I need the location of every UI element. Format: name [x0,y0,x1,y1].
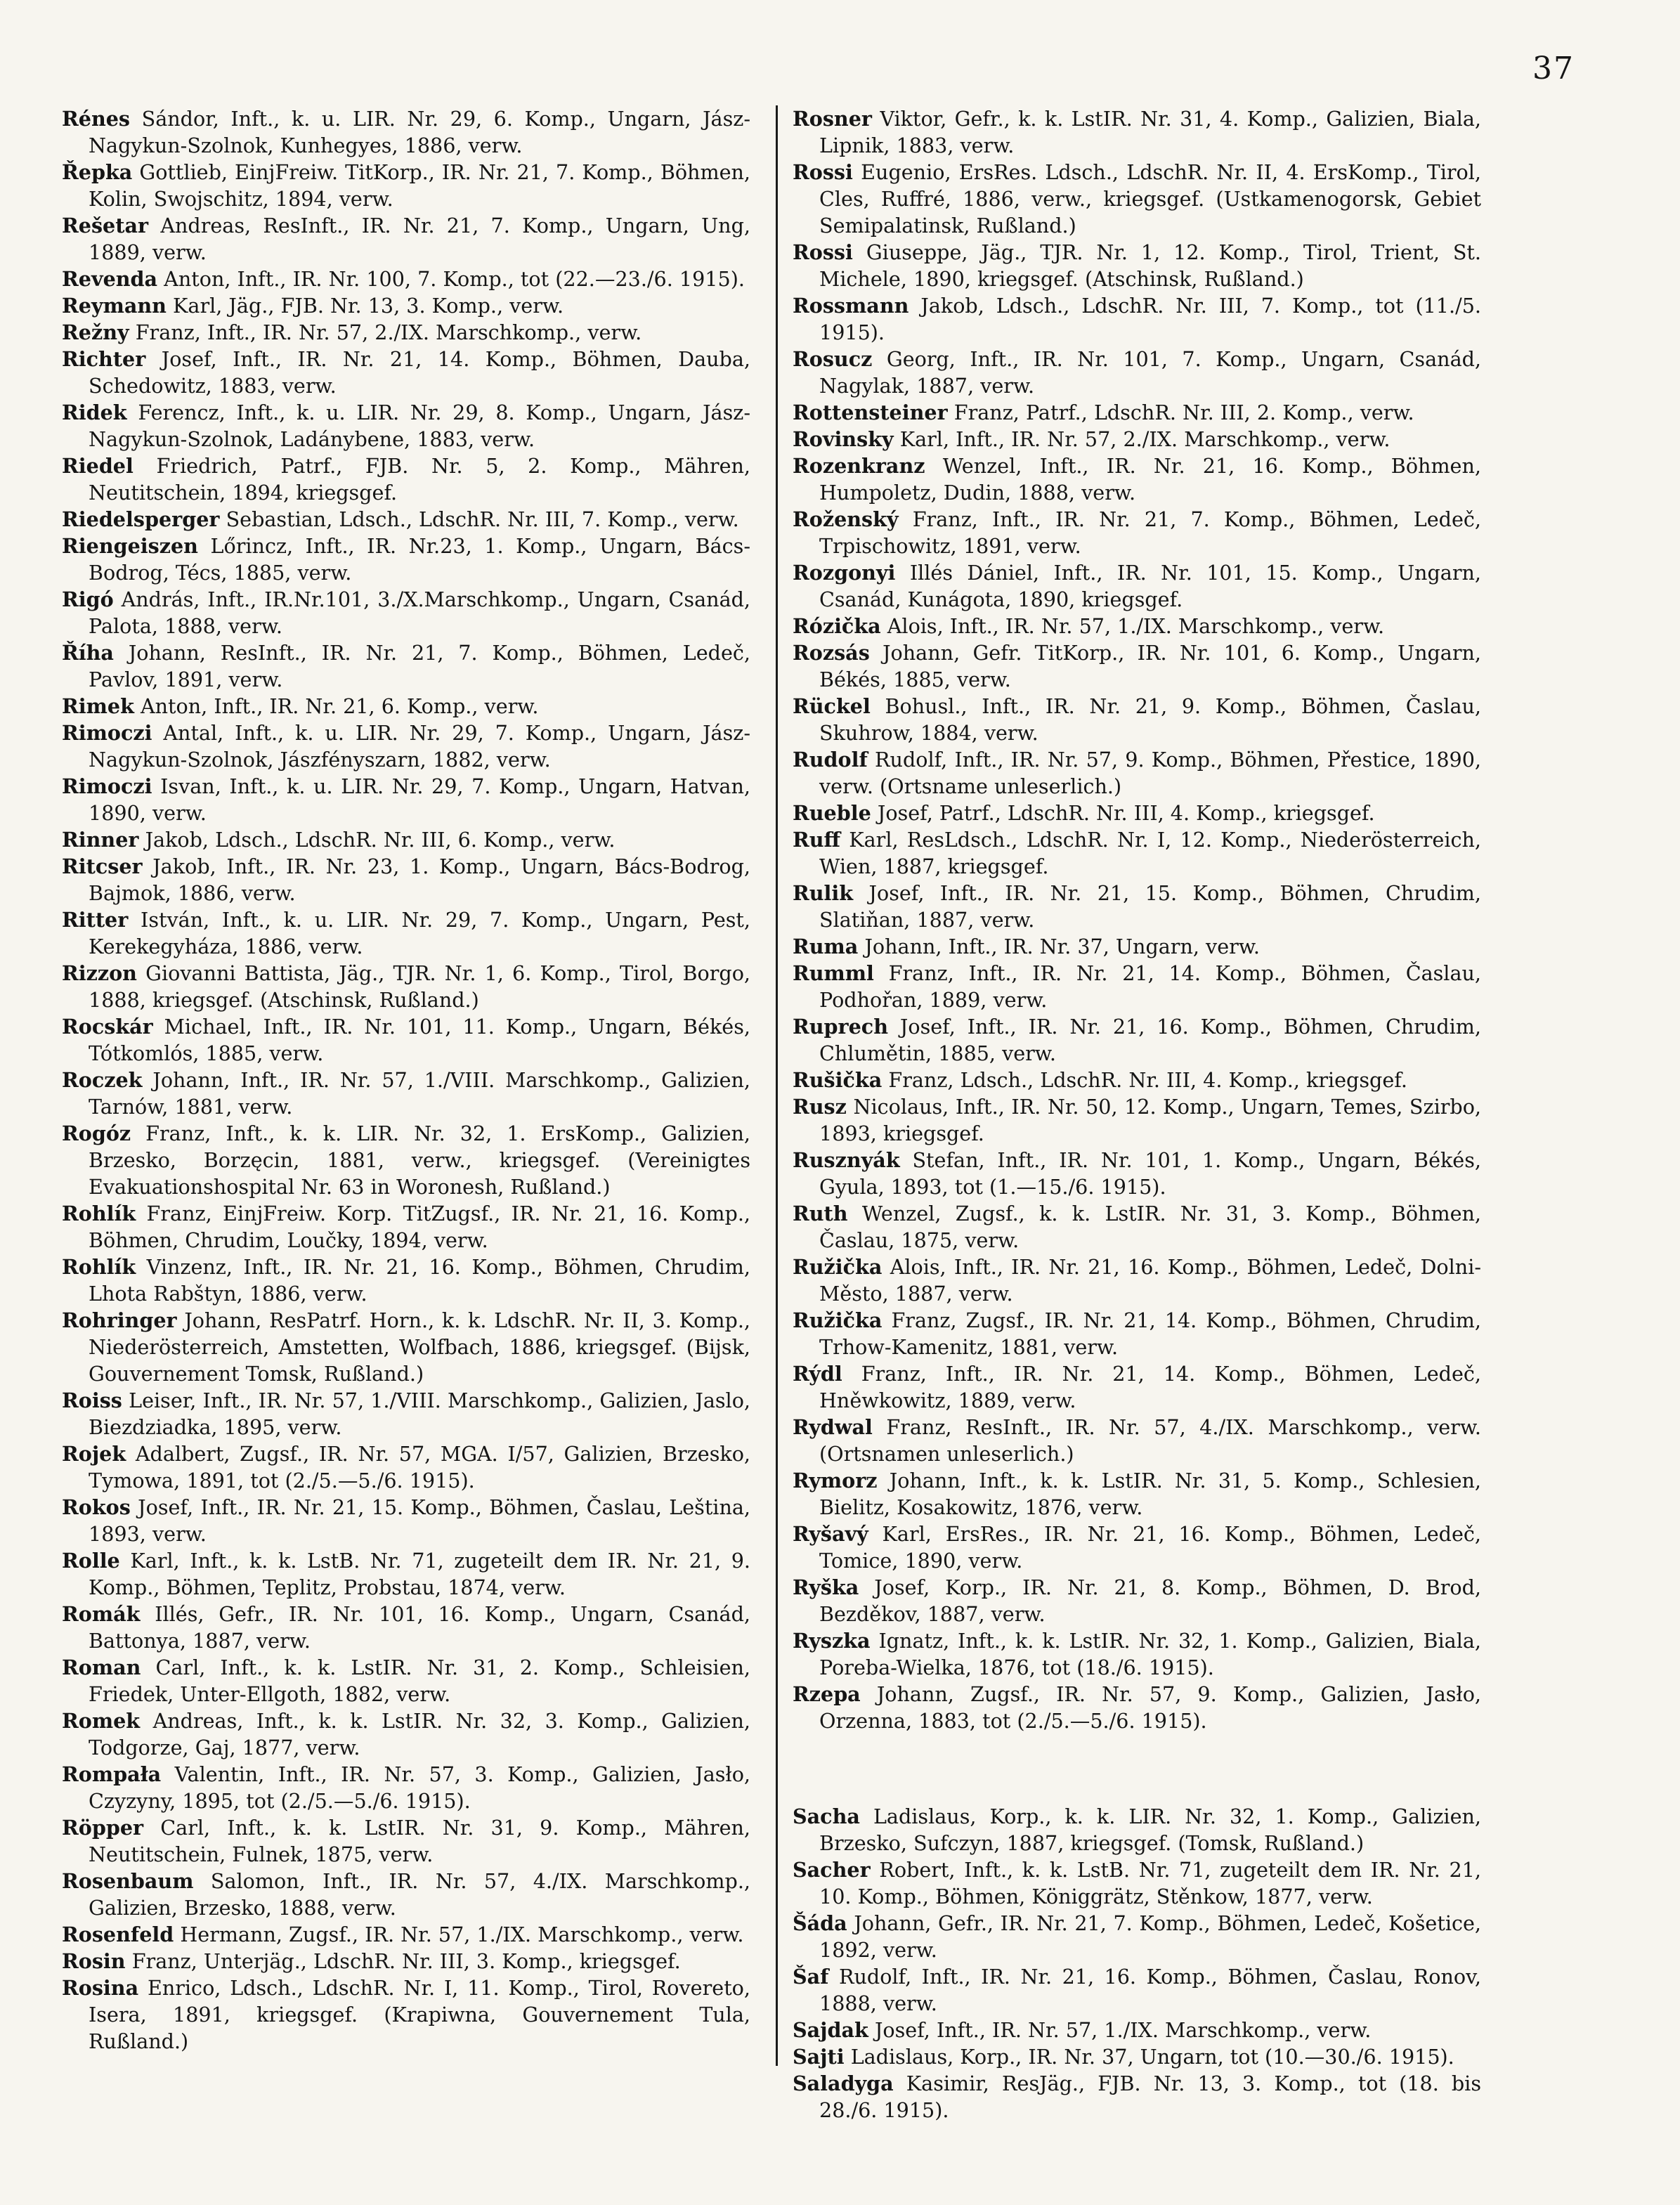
entry-surname: Rossmann [793,294,909,318]
entry-details: Sebastian, Ldsch., LdschR. Nr. III, 7. Komp., verw. [226,507,739,531]
entry-surname: Roczek [62,1068,143,1092]
entry-surname: Revenda [62,267,158,291]
entry-details: Franz, ResInft., IR. Nr. 57, 4./IX. Marschkomp., verw. (Ortsnamen unleserlich.) [819,1415,1481,1466]
list-entry [793,880,1481,933]
entry-surname: Rymorz [793,1469,878,1492]
entry-details: Robert, Inft., k. k. LstB. Nr. 71, zugeteilt dem IR. Nr. 21, 10. Komp., Böhmen, Königgrätz, Stěnkow, 1877, verw. [819,1858,1481,1908]
entry-surname: Rosenbaum [62,1869,194,1893]
entry-details: Illés, Gefr., IR. Nr. 101, 16. Komp., Ungarn, Csanád, Battonya, 1887, verw. [89,1602,751,1653]
list-entry [793,1574,1481,1627]
entry-details: Anton, Inft., IR. Nr. 100, 7. Komp., tot (22.—23./6. 1915). [164,267,745,291]
list-entry [793,1627,1481,1681]
list-entry [62,1120,750,1200]
entry-surname: Reymann [62,294,167,318]
entry-details: Franz, Patrf., LdschR. Nr. III, 2. Komp., verw. [953,401,1414,424]
entry-details: Karl, ErsRes., IR. Nr. 21, 16. Komp., Böhmen, Ledeč, Tomice, 1890, verw. [819,1522,1481,1573]
entry-details: Enrico, Ldsch., LdschR. Nr. I, 11. Komp., Tirol, Rovereto, Isera, 1891, kriegsgef. (Krapiwna, Gouvernement Tula, Rußland.) [89,1976,750,2053]
entry-details: Josef, Korp., IR. Nr. 21, 8. Komp., Böhmen, D. Brod, Bezděkov, 1887, verw. [819,1575,1481,1626]
entry-surname: Riengeiszen [62,534,198,558]
entry-details: Josef, Inft., IR. Nr. 21, 15. Komp., Böhmen, Časlau, Leština, 1893, verw. [89,1495,751,1546]
entry-surname: Rozenkranz [793,454,925,478]
entry-details: Bohusl., Inft., IR. Nr. 21, 9. Komp., Böhmen, Časlau, Skuhrow, 1884, verw. [819,694,1482,745]
entry-surname: Sajdak [793,2018,868,2042]
list-entry [62,720,750,773]
entry-surname: Rimoczi [62,721,152,745]
entry-details: Franz, Zugsf., IR. Nr. 21, 14. Komp., Böhmen, Chrudim, Trhow-Kamenitz, 1881, verw. [819,1308,1481,1359]
entry-details: Franz, Inft., IR. Nr. 21, 7. Komp., Böhmen, Ledeč, Trpischowitz, 1891, verw. [819,507,1481,558]
list-entry [793,800,1481,826]
entry-surname: Rulik [793,881,854,905]
list-entry [793,693,1481,746]
list-entry [793,399,1481,426]
list-entry [62,639,750,693]
list-entry [62,319,750,346]
entry-details: Jakob, Inft., IR. Nr. 23, 1. Komp., Ungarn, Bács-Bodrog, Bajmok, 1886, verw. [89,854,750,905]
entry-surname: Rovinsky [793,427,894,451]
entry-surname: Ritcser [62,854,143,878]
entry-surname: Röpper [62,1816,144,1840]
entry-details: Josef, Inft., IR. Nr. 57, 1./IX. Marschkomp., verw. [874,2018,1372,2042]
entry-details: Karl, ResLdsch., LdschR. Nr. I, 12. Komp., Niederösterreich, Wien, 1887, kriegsgef. [819,828,1481,878]
entry-surname: Roženský [793,507,899,531]
list-entry [793,2017,1481,2043]
entry-surname: Režny [62,320,129,344]
entry-details: Salomon, Inft., IR. Nr. 57, 4./IX. Marschkomp., Galizien, Brzesko, 1888, verw. [89,1869,750,1920]
entry-surname: Rózička [793,614,881,638]
entry-details: Andreas, Inft., k. k. LstIR. Nr. 32, 3. Komp., Galizien, Todgorze, Gaj, 1877, verw. [89,1709,750,1760]
list-entry [62,960,750,1013]
list-entry [793,2043,1481,2070]
entry-details: Alois, Inft., IR. Nr. 57, 1./IX. Marschkomp., verw. [887,614,1385,638]
entry-details: Nicolaus, Inft., IR. Nr. 50, 12. Komp., Ungarn, Temes, Szirbo, 1893, kriegsgef. [819,1095,1481,1145]
entry-details: Ferencz, Inft., k. u. LIR. Nr. 29, 8. Komp., Ungarn, Jász-Nagykun-Szolnok, Ladánybene, 1883, verw. [89,401,750,451]
list-entry [62,533,750,586]
entry-details: Gottlieb, EinjFreiw. TitKorp., IR. Nr. 21, 7. Komp., Böhmen, Kolin, Swojschitz, 1894, verw. [89,160,750,211]
entry-surname: Rozgonyi [793,561,896,585]
entry-surname: Rušička [793,1068,883,1092]
entry-details: Jakob, Ldsch., LdschR. Nr. III, 6. Komp., verw. [145,828,616,852]
list-entry [62,826,750,853]
entry-surname: Ružička [793,1255,883,1279]
entry-details: Johann, Gefr., IR. Nr. 21, 7. Komp., Böhmen, Ledeč, Košetice, 1892, verw. [819,1911,1482,1962]
entry-details: Johann, Zugsf., IR. Nr. 57, 9. Komp., Galizien, Jasło, Orzenna, 1883, tot (2./5.—5./6. 1915). [819,1682,1481,1733]
entry-details: Alois, Inft., IR. Nr. 21, 16. Komp., Böhmen, Ledeč, Dolni-Město, 1887, verw. [819,1255,1482,1306]
entry-details: Johann, Inft., IR. Nr. 37, Ungarn, verw. [864,935,1260,958]
entry-surname: Sajti [793,2045,845,2069]
entry-surname: Ryszka [793,1629,871,1653]
entry-surname: Ruth [793,1202,848,1225]
entry-surname: Rokos [62,1495,131,1519]
entry-surname: Rueble [793,801,871,825]
entry-surname: Rosina [62,1976,139,2000]
list-entry [793,1856,1481,1910]
entry-surname: Rénes [62,107,131,131]
list-entry [62,773,750,826]
list-entry [793,506,1481,559]
list-entry [793,613,1481,639]
entry-surname: Ruff [793,828,841,852]
entry-surname: Rocskár [62,1015,153,1039]
list-entry [793,1414,1481,1467]
list-entry [62,1601,750,1654]
page-number: 37 [1532,51,1575,86]
entry-surname: Riedel [62,454,134,478]
entry-surname: Rompała [62,1762,162,1786]
entry-surname: Rogóz [62,1121,131,1145]
list-entry [62,1948,750,1975]
entry-details: Josef, Inft., IR. Nr. 21, 14. Komp., Böhmen, Dauba, Schedowitz, 1883, verw. [89,347,750,398]
list-entry [62,1975,750,2055]
list-entry [793,1254,1481,1307]
entry-details: Rudolf, Inft., IR. Nr. 57, 9. Komp., Böhmen, Přestice, 1890, verw. (Ortsname unleserlich.) [819,748,1481,798]
list-entry [793,1093,1481,1147]
list-entry [793,292,1481,346]
list-entry [62,453,750,506]
entry-details: Johann, ResPatrf. Horn., k. k. LdschR. Nr. II, 3. Komp., Niederösterreich, Amstetten, Wolfbach, 1886, kriegsgef. (Bijsk, Gouvernement Tomsk, Rußland.) [89,1308,750,1386]
entry-surname: Sacher [793,1858,871,1882]
list-entry [793,1307,1481,1360]
entry-details: Friedrich, Patrf., FJB. Nr. 5, 2. Komp., Mähren, Neutitschein, 1894, kriegsgef. [89,454,750,505]
list-entry [62,1761,750,1814]
entry-details: Giovanni Battista, Jäg., TJR. Nr. 1, 6. Komp., Tirol, Borgo, 1888, kriegsgef. (Atschinsk, Rußland.) [89,961,750,1012]
list-entry [793,105,1481,159]
list-entry [793,1067,1481,1093]
entry-surname: Rusz [793,1095,847,1119]
entry-surname: Rosner [793,107,872,131]
entry-details: Lőrincz, Inft., IR. Nr.23, 1. Komp., Ungarn, Bács-Bodrog, Técs, 1885, verw. [89,534,751,585]
list-entry [793,2070,1481,2123]
list-entry [793,1521,1481,1574]
list-entry [62,1654,750,1708]
entry-surname: Rosenfeld [62,1923,174,1946]
entry-details: Ignatz, Inft., k. k. LstIR. Nr. 32, 1. Komp., Galizien, Biala, Poreba-Wielka, 1876, tot (18./6. 1915). [819,1629,1481,1679]
list-entry [793,346,1481,399]
entry-details: Josef, Inft., IR. Nr. 21, 15. Komp., Böhmen, Chrudim, Slatiňan, 1887, verw. [819,881,1481,932]
list-entry [62,693,750,720]
list-entry [793,639,1481,693]
list-entry [62,1387,750,1440]
entry-surname: Romák [62,1602,141,1626]
entry-details: Sándor, Inft., k. u. LIR. Nr. 29, 6. Komp., Ungarn, Jász-Nagykun-Szolnok, Kunhegyes, 1886, verw. [89,107,751,157]
entry-surname: Rizzon [62,961,137,985]
entry-surname: Ridek [62,401,127,424]
entry-details: Rudolf, Inft., IR. Nr. 21, 16. Komp., Böhmen, Časlau, Ronov, 1888, verw. [819,1965,1481,2015]
entry-details: Franz, Unterjäg., LdschR. Nr. III, 3. Komp., kriegsgef. [131,1949,681,1973]
entry-details: Viktor, Gefr., k. k. LstIR. Nr. 31, 4. Komp., Galizien, Biala, Lipnik, 1883, verw. [819,107,1482,157]
entry-surname: Rimek [62,694,134,718]
entry-surname: Romek [62,1709,141,1733]
entry-surname: Ružička [793,1308,883,1332]
list-entry [793,960,1481,1013]
left-column [62,105,750,2055]
entry-details: Karl, Inft., IR. Nr. 57, 2./IX. Marschkomp., verw. [899,427,1391,451]
entry-surname: Ritter [62,908,129,932]
entry-details: Franz, EinjFreiw. Korp. TitZugsf., IR. Nr. 21, 16. Komp., Böhmen, Chrudim, Loučky, 1894, verw. [89,1202,750,1252]
entry-details: Johann, Inft., k. k. LstIR. Nr. 31, 5. Komp., Schlesien, Bielitz, Kosakowitz, 1876, verw. [819,1469,1481,1519]
entry-surname: Rosin [62,1949,126,1973]
list-entry [62,105,750,159]
entry-surname: Říha [62,641,114,665]
list-entry [62,1868,750,1921]
entry-surname: Rydwal [793,1415,873,1439]
entry-surname: Ruma [793,935,859,958]
list-entry [793,933,1481,960]
list-entry [62,1708,750,1761]
list-entry [62,1013,750,1067]
entry-surname: Ryška [793,1575,859,1599]
list-entry [62,266,750,292]
list-entry [793,826,1481,880]
list-entry [793,1467,1481,1521]
list-entry [62,292,750,319]
entry-surname: Rohringer [62,1308,177,1332]
entry-details: Franz, Inft., IR. Nr. 21, 14. Komp., Böhmen, Časlau, Podhořan, 1889, verw. [819,961,1481,1012]
entry-surname: Roman [62,1656,141,1679]
right-column-lower [793,1803,1481,2123]
entry-details: Valentin, Inft., IR. Nr. 57, 3. Komp., Galizien, Jasło, Czyzyny, 1895, tot (2./5.—5./6. 1915). [89,1762,750,1813]
entry-surname: Rimoczi [62,774,152,798]
entry-details: Stefan, Inft., IR. Nr. 101, 1. Komp., Ungarn, Békés, Gyula, 1893, tot (1.—15./6. 1915). [819,1148,1481,1199]
entry-surname: Rozsás [793,641,870,665]
list-entry [62,1814,750,1868]
entry-surname: Rolle [62,1549,120,1573]
list-entry [793,559,1481,613]
entry-surname: Řepka [62,160,133,184]
entry-details: Karl, Inft., k. k. LstB. Nr. 71, zugeteilt dem IR. Nr. 21, 9. Komp., Böhmen, Teplitz, Probstau, 1874, verw. [89,1549,750,1599]
entry-surname: Rossi [793,240,853,264]
list-entry [62,1067,750,1120]
entry-details: Illés Dániel, Inft., IR. Nr. 101, 15. Komp., Ungarn, Csanád, Kunágota, 1890, kriegsgef. [819,561,1481,611]
list-entry [793,1681,1481,1734]
list-entry [62,506,750,533]
entry-surname: Rohlík [62,1255,136,1279]
entry-details: Eugenio, ErsRes. Ldsch., LdschR. Nr. II, 4. ErsKomp., Tirol, Cles, Ruffré, 1886, verw., kriegsgef. (Ustkamenogorsk, Gebiet Semipalatinsk, Rußland.) [819,160,1481,238]
entry-surname: Rudolf [793,748,868,772]
entry-surname: Rojek [62,1442,126,1466]
list-entry [793,426,1481,453]
entry-surname: Rottensteiner [793,401,948,424]
list-entry [62,346,750,399]
entry-details: Carl, Inft., k. k. LstIR. Nr. 31, 9. Komp., Mähren, Neutitschein, Fulnek, 1875, verw. [89,1816,751,1866]
column-divider [776,105,778,2066]
entry-details: Adalbert, Zugsf., IR. Nr. 57, MGA. I/57, Galizien, Brzesko, Tymowa, 1891, tot (2./5.—5./6. 1915). [89,1442,751,1492]
list-entry [62,1440,750,1494]
entry-surname: Rzepa [793,1682,861,1706]
entry-surname: Rusznyák [793,1148,900,1172]
list-entry [62,159,750,212]
entry-surname: Rumml [793,961,874,985]
list-entry [793,453,1481,506]
entry-surname: Ryšavý [793,1522,868,1546]
list-entry [62,1494,750,1547]
entry-surname: Riedelsperger [62,507,220,531]
entry-surname: Šáda [793,1911,847,1935]
list-entry [793,239,1481,292]
entry-details: Kasimir, ResJäg., FJB. Nr. 13, 3. Komp., tot (18. bis 28./6. 1915). [819,2071,1481,2122]
entry-surname: Rešetar [62,214,149,238]
list-entry [62,1200,750,1254]
entry-details: Johann, Inft., IR. Nr. 57, 1./VIII. Marschkomp., Galizien, Tarnów, 1881, verw. [89,1068,750,1119]
list-entry [62,399,750,453]
entry-surname: Rossi [793,160,853,184]
entry-details: Hermann, Zugsf., IR. Nr. 57, 1./IX. Marschkomp., verw. [180,1923,744,1946]
entry-details: Franz, Ldsch., LdschR. Nr. III, 4. Komp., kriegsgef. [888,1068,1407,1092]
list-entry [793,746,1481,800]
entry-details: Leiser, Inft., IR. Nr. 57, 1./VIII. Marschkomp., Galizien, Jaslo, Biezdziadka, 1895, verw. [89,1388,751,1439]
list-entry [62,1307,750,1387]
entry-details: Ladislaus, Korp., IR. Nr. 37, Ungarn, tot (10.—30./6. 1915). [850,2045,1454,2069]
list-entry [62,906,750,960]
entry-details: István, Inft., k. u. LIR. Nr. 29, 7. Komp., Ungarn, Pest, Kerekegyháza, 1886, verw. [89,908,750,958]
entry-details: Wenzel, Zugsf., k. k. LstIR. Nr. 31, 3. Komp., Böhmen, Časlau, 1875, verw. [819,1202,1481,1252]
entry-details: Antal, Inft., k. u. LIR. Nr. 29, 7. Komp., Ungarn, Jász-Nagykun-Szolnok, Jászfényszarn, 1882, verw. [89,721,750,772]
entry-surname: Roiss [62,1388,122,1412]
entry-details: Georg, Inft., IR. Nr. 101, 7. Komp., Ungarn, Csanád, Nagylak, 1887, verw. [819,347,1482,398]
entry-surname: Sacha [793,1804,860,1828]
entry-surname: Ruprech [793,1015,889,1039]
entry-details: Johann, ResInft., IR. Nr. 21, 7. Komp., Böhmen, Ledeč, Pavlov, 1891, verw. [89,641,750,691]
list-entry [62,853,750,906]
list-entry [793,159,1481,239]
entry-surname: Šaf [793,1965,829,1989]
entry-details: Michael, Inft., IR. Nr. 101, 11. Komp., Ungarn, Békés, Tótkomlós, 1885, verw. [89,1015,750,1065]
list-entry [793,1013,1481,1067]
entry-details: Karl, Jäg., FJB. Nr. 13, 3. Komp., verw. [173,294,564,318]
entry-surname: Richter [62,347,146,371]
list-entry [62,1547,750,1601]
entry-details: Franz, Inft., IR. Nr. 21, 14. Komp., Böhmen, Ledeč, Hněwkowitz, 1889, verw. [819,1362,1481,1412]
entry-details: Giuseppe, Jäg., TJR. Nr. 1, 12. Komp., Tirol, Trient, St. Michele, 1890, kriegsgef. (Atschinsk, Rußland.) [819,240,1482,291]
entry-details: Anton, Inft., IR. Nr. 21, 6. Komp., verw. [140,694,539,718]
list-entry [62,212,750,266]
entry-details: Andreas, ResInft., IR. Nr. 21, 7. Komp., Ungarn, Ung, 1889, verw. [89,214,750,264]
list-entry [793,1360,1481,1414]
entry-surname: Rinner [62,828,139,852]
list-entry [793,1963,1481,2017]
entry-surname: Rigó [62,587,114,611]
entry-surname: Rohlík [62,1202,136,1225]
list-entry [62,586,750,639]
entry-surname: Rosucz [793,347,873,371]
list-entry [793,1147,1481,1200]
list-entry [793,1910,1481,1963]
entry-surname: Rückel [793,694,871,718]
entry-details: Vinzenz, Inft., IR. Nr. 21, 16. Komp., Böhmen, Chrudim, Lhota Rabštyn, 1886, verw. [89,1255,750,1306]
list-entry [793,1803,1481,1856]
entry-details: Josef, Patrf., LdschR. Nr. III, 4. Komp., kriegsgef. [877,801,1375,825]
entry-details: Wenzel, Inft., IR. Nr. 21, 16. Komp., Böhmen, Humpoletz, Dudin, 1888, verw. [819,454,1481,505]
entry-details: Josef, Inft., IR. Nr. 21, 16. Komp., Böhmen, Chrudim, Chlumětin, 1885, verw. [819,1015,1481,1065]
entry-details: Ladislaus, Korp., k. k. LIR. Nr. 32, 1. Komp., Galizien, Brzesko, Sufczyn, 1887, kriegsgef. (Tomsk, Rußland.) [819,1804,1481,1855]
list-entry [793,1200,1481,1254]
list-entry [62,1254,750,1307]
entry-details: Carl, Inft., k. k. LstIR. Nr. 31, 2. Komp., Schleisien, Friedek, Unter-Ellgoth, 1882, verw. [89,1656,750,1706]
entry-details: Jakob, Ldsch., LdschR. Nr. III, 7. Komp., tot (11./5. 1915). [819,294,1482,344]
entry-surname: Rýdl [793,1362,842,1386]
entry-surname: Saladyga [793,2071,894,2095]
entry-details: Franz, Inft., IR. Nr. 57, 2./IX. Marschkomp., verw. [135,320,642,344]
entry-details: András, Inft., IR.Nr.101, 3./X.Marschkomp., Ungarn, Csanád, Palota, 1888, verw. [89,587,751,638]
entry-details: Isvan, Inft., k. u. LIR. Nr. 29, 7. Komp., Ungarn, Hatvan, 1890, verw. [89,774,750,825]
entry-details: Johann, Gefr. TitKorp., IR. Nr. 101, 6. Komp., Ungarn, Békés, 1885, verw. [819,641,1482,691]
right-column-upper [793,105,1481,1734]
entry-details: Franz, Inft., k. k. LIR. Nr. 32, 1. ErsKomp., Galizien, Brzesko, Borzęcin, 1881, verw., kriegsgef. (Vereinigtes Evakuationshospital Nr. 63 in Woronesh, Rußland.) [89,1121,751,1199]
right-column [793,105,1481,2123]
list-entry [62,1921,750,1948]
